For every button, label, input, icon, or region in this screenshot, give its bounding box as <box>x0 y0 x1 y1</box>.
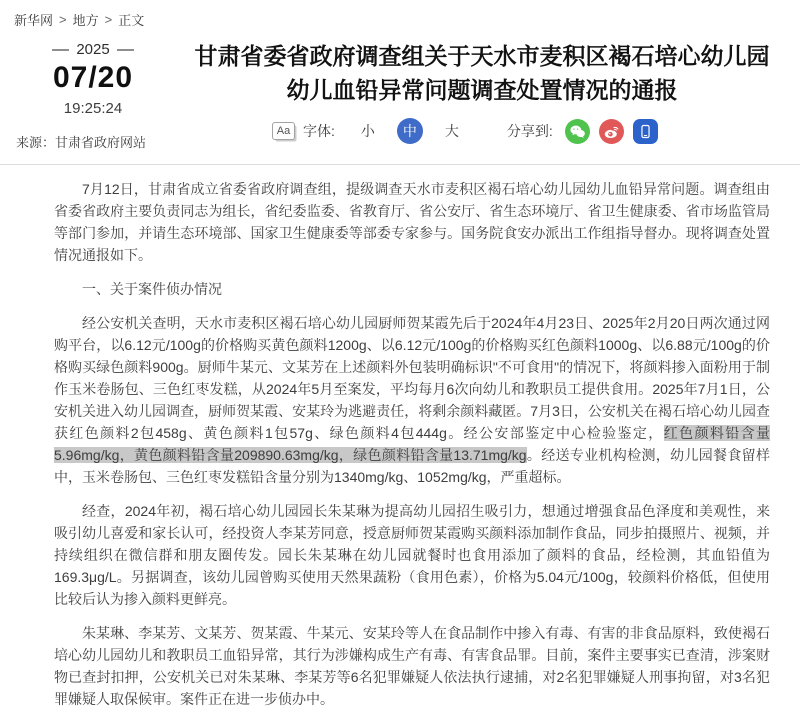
font-size-label: 字体: <box>303 123 335 139</box>
breadcrumb-separator: > <box>59 12 67 27</box>
font-small-button[interactable]: 小 <box>360 123 375 139</box>
meta-source <box>14 132 172 151</box>
paragraph-investigation-pre: 经公安机关查明，天水市麦积区褐石培心幼儿园厨师贺某霞先后于2024年4月23日、2025年2月20日两次通过网购平台，以6.12元/100g的价格购买黄色颜料1200g、以6.12元/100g的价格购买红色颜料1000g、以6.88元/100g的价格购买绿色颜料900g。厨师牛某元、文某芳在上述颜料外包装明确标识"不可食用"的情况下，将颜料掺入面粉用于制作玉米卷肠包、三色红枣发糕，从2024年5月至案发，平均每月6次向幼儿和教职员工提供食用。2025年7月1日，公安机关进入幼儿园调查，厨师贺某霞、安某玲为逃避责任，将剩余颜料藏匿。7月3日，公安机关在褐石培心幼儿园查获红色颜料2包458g、黄色颜料1包57g、绿色颜料4包444g。经公安部鉴定中心检验鉴定， <box>54 315 770 441</box>
wechat-share-icon[interactable] <box>565 119 590 144</box>
paragraph-motive: 经查，2024年初，褐石培心幼儿园园长朱某琳为提高幼儿园招生吸引力，想通过增强食品色泽度和美观性，来吸引幼儿喜爱和家长认可，经投资人李某芳同意，授意厨师贺某霞购买颜料添加制作食品，同步拍摄照片、视频，并持续组织在微信群和朋友圈传发。园长朱某琳在幼儿园就餐时也食用添加了颜料的食品，经检测，其血铅值为169.3μg/L。另据调查，该幼儿园曾购买使用天然果蔬粉（食用色素），价格为5.04元/100g，较颜料价格低，但使用比较后认为掺入颜料更鲜亮。 <box>54 503 770 607</box>
article-header <box>0 29 800 151</box>
font-large-button[interactable]: 大 <box>444 123 459 139</box>
meta-year-row <box>28 41 158 58</box>
article-meta <box>14 37 172 151</box>
font-medium-button[interactable]: 中 <box>397 118 423 144</box>
meta-time: 19:25:24 <box>63 100 123 117</box>
breadcrumb-separator: > <box>104 12 113 27</box>
year-dash-right <box>117 49 134 51</box>
title-column <box>172 37 786 151</box>
paragraph-intro: 7月12日，甘肃省成立省委省政府调查组，提级调查天水市麦积区褐石培心幼儿园幼儿血铅异常问题。调查组由省委省政府主要负责同志为组长，省纪委监委、省教育厅、省公安厅、省生态环境厅、省卫生健康委、省市场监管局等部门参加，并请生态环境部、国家卫生健康委等部委专家参与。国务院食安办派出工作组指导督办。现将调查处置情况通报如下。 <box>54 181 770 263</box>
meta-source-label: 来源： <box>16 135 56 150</box>
meta-year: 2025 <box>76 41 110 58</box>
breadcrumb-current: 正文 <box>118 13 145 28</box>
paragraph-investigation <box>54 312 770 488</box>
page-title: 甘肃省委省政府调查组关于天水市麦积区褐石培心幼儿园幼儿血铅异常问题调查处置情况的通报 <box>194 43 770 103</box>
section-heading-case: 一、关于案件侦办情况 <box>82 281 222 297</box>
breadcrumb <box>0 0 800 29</box>
breadcrumb-link-region[interactable]: 地方 <box>72 13 99 28</box>
meta-date: 07/20 <box>52 61 134 94</box>
font-size-icon: Aa <box>272 122 295 140</box>
paragraph-charges: 朱某琳、李某芳、文某芳、贺某霞、牛某元、安某玲等人在食品制作中掺入有毒、有害的非食品原料，致使褐石培心幼儿园幼儿和教职员工血铅异常，其行为涉嫌构成生产有毒、有害食品罪。目前，案件主要事实已查清，涉案财物已查封扣押，公安机关已对朱某琳、李某芳等6名犯罪嫌疑人依法执行逮捕，对2名犯罪嫌疑人刑事拘留，对3名犯罪嫌疑人取保候审。案件正在进一步侦办中。 <box>54 625 770 707</box>
share-label: 分享到: <box>506 123 553 139</box>
year-dash-left <box>52 49 69 51</box>
article-body <box>0 165 800 710</box>
breadcrumb-link-xinhuanet[interactable]: 新华网 <box>14 13 54 28</box>
article-toolbar <box>272 118 786 144</box>
highlighted-lead-content-text: 红色颜料铅含量5.96mg/kg，黄色颜料铅含量209890.63mg/kg，绿色颜料铅含量13.71mg/kg <box>54 425 771 463</box>
mobile-share-icon[interactable] <box>633 119 658 144</box>
meta-source-value: 甘肃省政府网站 <box>55 135 147 150</box>
weibo-share-icon[interactable] <box>599 119 624 144</box>
paragraph-investigation-post: 。经送专业机构检测，幼儿园餐食留样中，玉米卷肠包、三色红枣发糕铅含量分别为1340mg/kg、1052mg/kg，严重超标。 <box>54 447 770 485</box>
